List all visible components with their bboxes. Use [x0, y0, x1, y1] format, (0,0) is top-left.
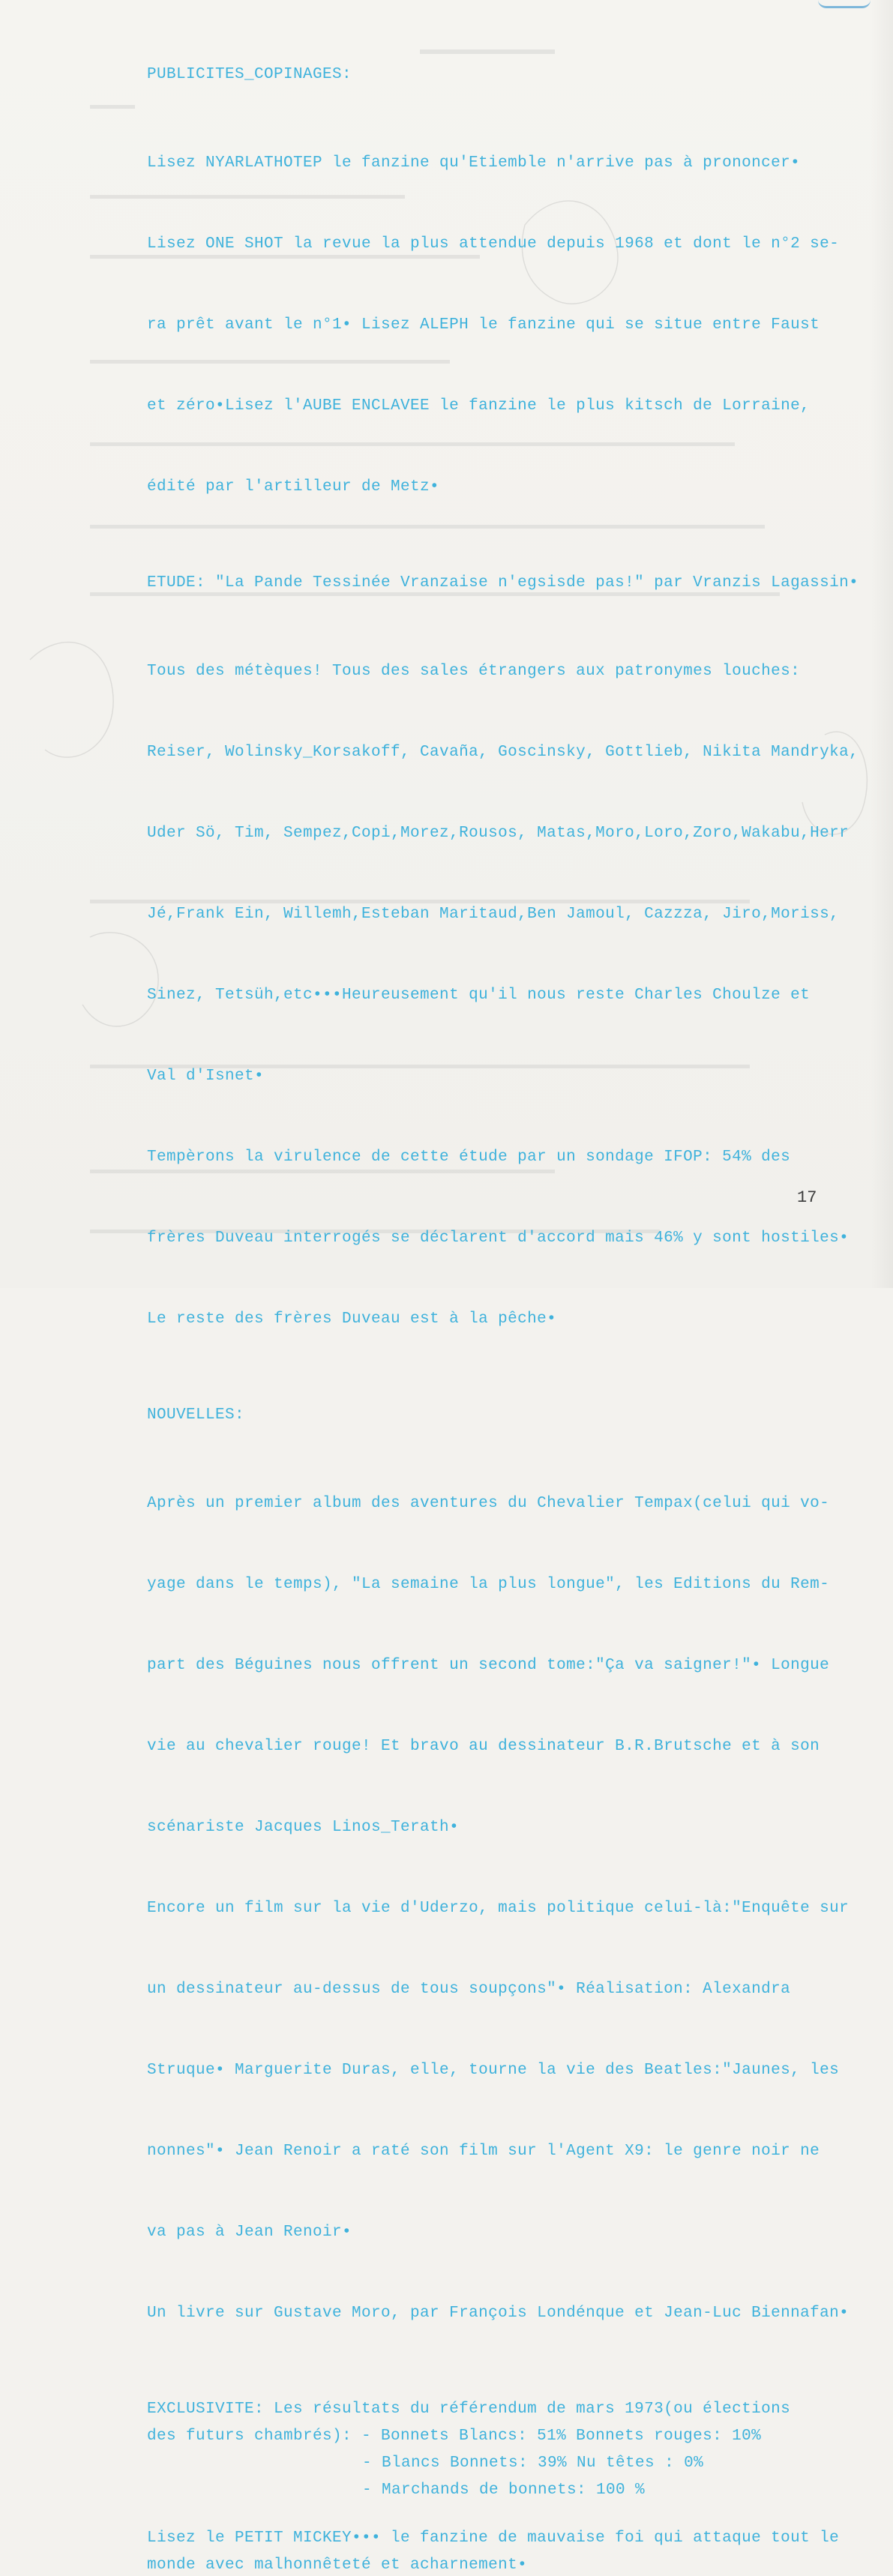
section-exclusivite	[147, 2396, 867, 2504]
exclusivite-line-2: des futurs chambrés): - Bonnets Blancs: 51% Bonnets rouges: 10%	[147, 2428, 762, 2445]
page-edge-shadow	[871, 0, 893, 1288]
nouvelles-line: Encore un film sur la vie d'Uderzo, mais politique celui-là:"Enquête sur	[147, 1900, 850, 1917]
nouvelles-heading: NOUVELLES:	[147, 1406, 245, 1424]
etude-line: Reiser, Wolinsky_Korsakoff, Cavaña, Goscinsky, Gottlieb, Nikita Mandryka,	[147, 744, 859, 761]
publicites-line: Lisez NYARLATHOTEP le fanzine qu'Etiemble n'arrive pas à prononcer•	[147, 154, 801, 172]
closing-line: Lisez le PETIT MICKEY••• le fanzine de mauvaise foi qui attaque tout le	[147, 2530, 840, 2547]
etude-line: frères Duveau interrogés se déclarent d'accord mais 46% y sont hostiles•	[147, 1230, 850, 1247]
etude-line: Uder Sö, Tim, Sempez,Copi,Morez,Rousos, Matas,Moro,Loro,Zoro,Wakabu,Herr	[147, 825, 850, 842]
publicites-heading: PUBLICITES_COPINAGES:	[147, 66, 352, 83]
section-etude	[147, 570, 867, 1387]
nouvelles-line: un dessinateur au-dessus de tous soupçons"• Réalisation: Alexandra	[147, 1981, 791, 1998]
etude-line: Tous des métèques! Tous des sales étrangers aux patronymes louches:	[147, 663, 801, 680]
section-closing	[147, 2525, 867, 2576]
nouvelles-line: vie au chevalier rouge! Et bravo au dessinateur B.R.Brutsche et à son	[147, 1738, 820, 1755]
section-publicites	[147, 61, 867, 555]
exclusivite-line-4: - Marchands de bonnets: 100 %	[362, 2482, 646, 2499]
nouvelles-line: va pas à Jean Renoir•	[147, 2224, 352, 2241]
typed-text-body	[147, 61, 867, 2576]
etude-line: Sinez, Tetsüh,etc•••Heureusement qu'il nous reste Charles Choulze et	[147, 987, 811, 1004]
page-number: 17	[797, 1188, 817, 1207]
publicites-line: édité par l'artilleur de Metz•	[147, 478, 440, 496]
nouvelles-line: Après un premier album des aventures du Chevalier Tempax(celui qui vo-	[147, 1495, 830, 1512]
etude-line: Val d'Isnet•	[147, 1068, 265, 1085]
nouvelles-line: yage dans le temps), "La semaine la plus longue", les Editions du Rem-	[147, 1576, 830, 1593]
publicites-line: et zéro•Lisez l'AUBE ENCLAVEE le fanzine le plus kitsch de Lorraine,	[147, 397, 811, 415]
etude-line: Le reste des frères Duveau est à la pêche•	[147, 1310, 557, 1328]
section-nouvelles	[147, 1402, 867, 2381]
nouvelles-line: part des Béguines nous offrent un second tome:"Ça va saigner!"• Longue	[147, 1657, 830, 1674]
etude-heading: ETUDE: "La Pande Tessinée Vranzaise n'egsisde pas!" par Vranzis Lagassin•	[147, 574, 859, 592]
etude-line: Jé,Frank Ein, Willemh,Esteban Maritaud,Ben Jamoul, Cazzza, Jiro,Moriss,	[147, 906, 840, 923]
publicites-line: ra prêt avant le n°1• Lisez ALEPH le fanzine qui se situe entre Faust	[147, 316, 820, 334]
exclusivite-line-1: EXCLUSIVITE: Les résultats du référendum de mars 1973(ou élections	[147, 2401, 791, 2418]
publicites-line: Lisez ONE SHOT la revue la plus attendue depuis 1968 et dont le n°2 se-	[147, 235, 840, 253]
etude-line: Tempèrons la virulence de cette étude par un sondage IFOP: 54% des	[147, 1149, 791, 1166]
corner-ink-mark	[818, 0, 871, 8]
exclusivite-line-3: - Blancs Bonnets: 39% Nu têtes : 0%	[362, 2455, 704, 2472]
nouvelles-line: Struque• Marguerite Duras, elle, tourne la vie des Beatles:"Jaunes, les	[147, 2062, 840, 2079]
closing-line: monde avec malhonnêteté et acharnement•	[147, 2557, 528, 2574]
nouvelles-line: nonnes"• Jean Renoir a raté son film sur l'Agent X9: le genre noir ne	[147, 2143, 820, 2160]
nouvelles-line: scénariste Jacques Linos_Terath•	[147, 1819, 460, 1836]
nouvelles-line: Un livre sur Gustave Moro, par François Londénque et Jean-Luc Biennafan•	[147, 2305, 850, 2322]
